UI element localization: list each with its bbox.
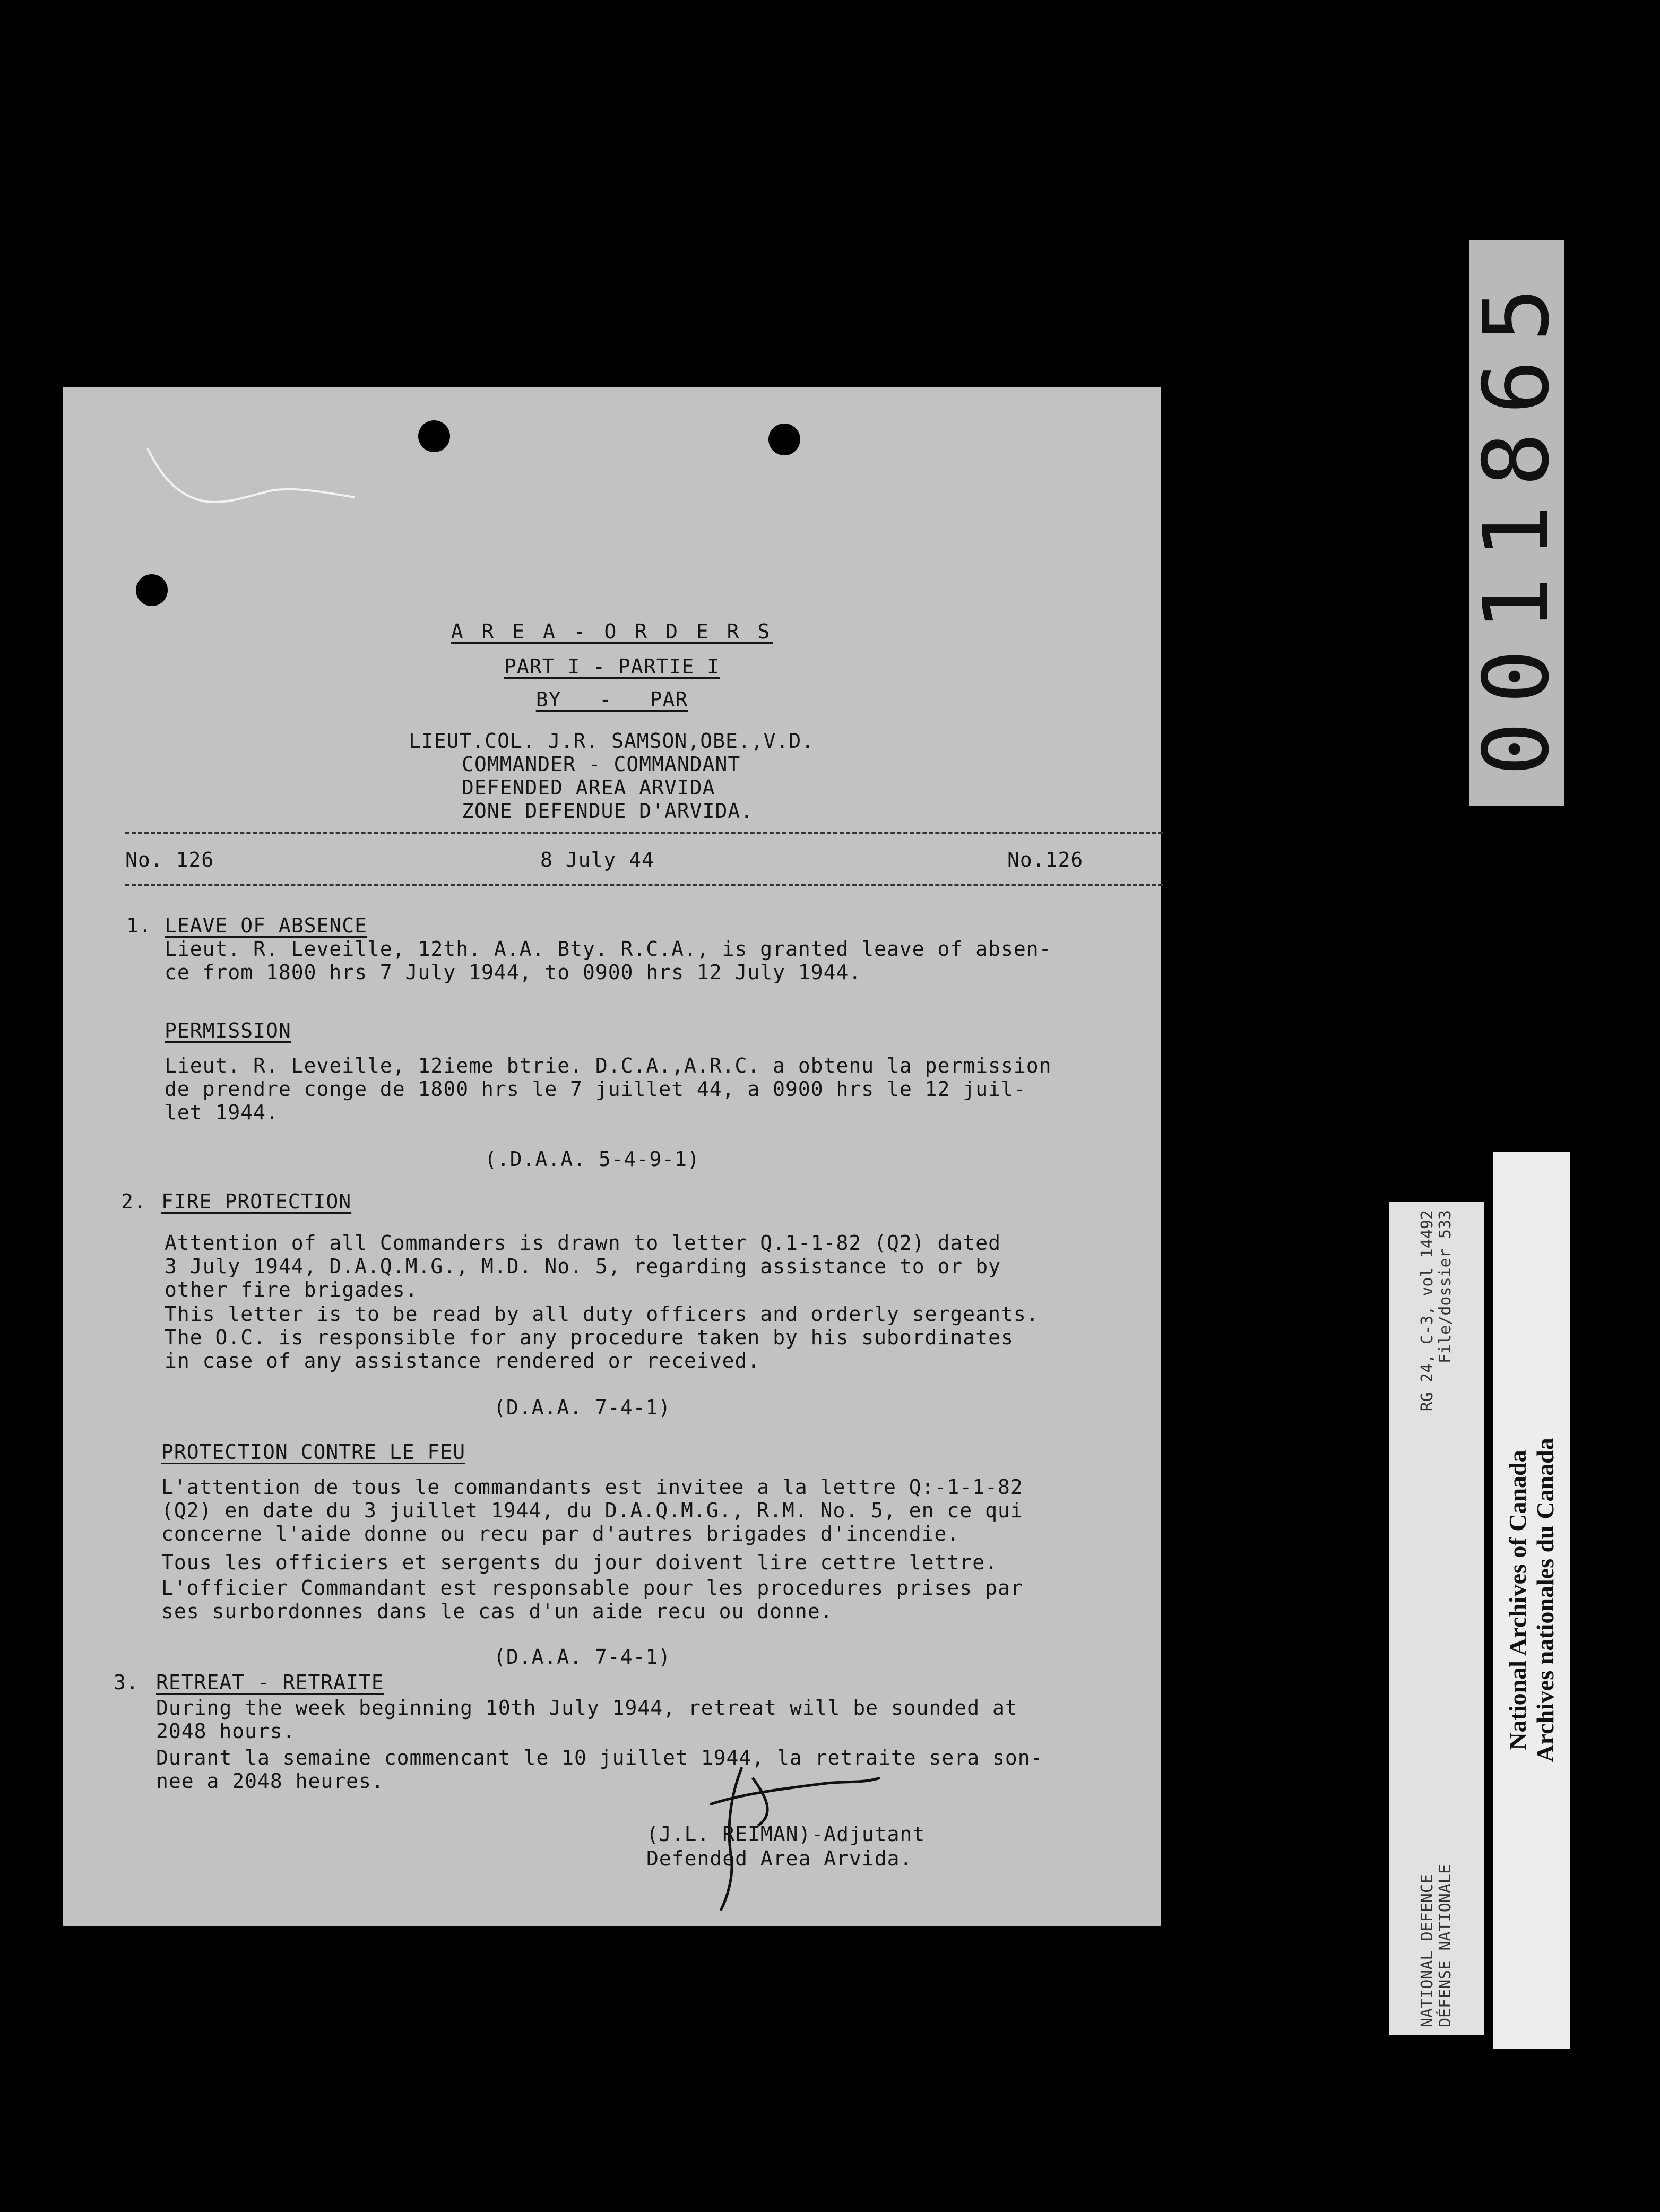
department-fr: DÉFENSE NATIONALE [1436,1864,1455,2027]
section-3-text-fr-line: nee a 2048 heures. [156,1769,384,1793]
section-2-text-fr-line: ses surbordonnes dans le cas d'un aide recu ou donne. [161,1600,833,1623]
section-2-text-fr-line: L'officier Commandant est responsable pour les procedures prises par [161,1576,1023,1600]
section-2-reference-en: (D.A.A. 7-4-1) [494,1396,671,1419]
department-en: NATIONAL DEFENCE [1418,1874,1437,2027]
section-3-text-en-line: 2048 hours. [156,1720,296,1743]
document-by: BY - PAR [535,688,688,711]
document-part: PART I - PARTIE I [504,655,720,678]
section-2-number: 2. [121,1190,146,1213]
order-number-right: No.126 [1007,848,1084,871]
reference-label [1389,1202,1484,2035]
section-2-text-en-line: other fire brigades. [165,1278,418,1301]
section-3-text-fr-line: Durant la semaine commencant le 10 juillet 1944, la retraite sera son- [156,1746,1043,1769]
section-3-number: 3. [114,1671,139,1694]
section-2-reference-fr: (D.A.A. 7-4-1) [494,1645,671,1669]
section-2-text-en-line: The O.C. is responsible for any procedure taken by his subordinates [165,1326,1014,1349]
defended-area-en: DEFENDED AREA ARVIDA [462,776,715,799]
divider-top [125,832,1163,834]
archive-label [1493,1152,1570,2049]
section-2-text-en-line: Attention of all Commanders is drawn to letter Q.1-1-82 (Q2) dated [165,1231,1001,1255]
section-1-reference: (.D.A.A. 5-4-9-1) [485,1147,700,1171]
section-1-number: 1. [126,914,152,937]
section-1-heading-fr: PERMISSION [165,1019,291,1042]
officer-role: COMMANDER - COMMANDANT [462,753,741,776]
frame-number: 0011865 [1464,269,1569,776]
section-2-text-fr-line: Tous les officiers et sergents du jour doivent lire cettre lettre. [161,1551,998,1574]
section-1-heading-en: LEAVE OF ABSENCE [165,914,368,937]
order-date: 8 July 44 [540,848,654,871]
section-1-text-fr-line: Lieut. R. Leveille, 12ieme btrie. D.C.A.,A.R.C. a obtenu la permission [165,1054,1052,1077]
file-dossier: File/dossier 533 [1436,1210,1455,1363]
section-2-text-en-line: 3 July 1944, D.A.Q.M.G., M.D. No. 5, regarding assistance to or by [165,1255,1001,1278]
issuing-officer: LIEUT.COL. J.R. SAMSON,OBE.,V.D. [409,729,815,753]
frame-number-stamp [1464,240,1569,806]
punch-hole-left [136,574,168,606]
section-2-text-en-line: in case of any assistance rendered or received. [165,1349,760,1372]
order-number-left: No. 126 [125,848,214,871]
section-2-heading-fr: PROTECTION CONTRE LE FEU [161,1440,466,1464]
section-1-text-fr-line: let 1944. [165,1101,279,1124]
archive-name-en: National Archives of Canada [1504,1450,1531,1750]
document-title: A R E A - O R D E R S [451,620,773,643]
section-1-text-fr-line: de prendre conge de 1800 hrs le 7 juillet 44, a 0900 hrs le 12 juil- [165,1077,1026,1101]
section-1-text-en-line: Lieut. R. Leveille, 12th. A.A. Bty. R.C.A., is granted leave of absen- [165,937,1052,961]
divider-bottom [125,884,1163,886]
document-page [63,387,1161,1926]
signatory-unit: Defended Area Arvida. [646,1847,913,1870]
defended-area-fr: ZONE DEFENDUE D'ARVIDA. [462,799,754,823]
record-group-volume: RG 24, C-3, vol 14492 [1418,1210,1437,1412]
section-2-text-en-line: This letter is to be read by all duty officers and orderly sergeants. [165,1302,1039,1326]
section-2-text-fr-line: L'attention de tous le commandants est invitee a la lettre Q:-1-1-82 [161,1475,1023,1499]
punch-hole-top-left [418,420,450,452]
punch-hole-top-right [768,424,800,455]
signatory-name: (J.L. REIMAN)-Adjutant [646,1822,926,1846]
section-2-text-fr-line: (Q2) en date du 3 juillet 1944, du D.A.Q.M.G., R.M. No. 5, en ce qui [161,1499,1023,1522]
handwritten-mark [142,438,365,517]
section-1-text-en-line: ce from 1800 hrs 7 July 1944, to 0900 hrs 12 July 1944. [165,961,862,984]
archive-name-fr: Archives nationales du Canada [1532,1438,1559,1762]
section-3-text-en-line: During the week beginning 10th July 1944, retreat will be sounded at [156,1696,1018,1720]
section-2-heading-en: FIRE PROTECTION [161,1190,352,1213]
section-3-heading: RETREAT - RETRAITE [156,1671,384,1694]
section-2-text-fr-line: concerne l'aide donne ou recu par d'autres brigades d'incendie. [161,1522,960,1545]
